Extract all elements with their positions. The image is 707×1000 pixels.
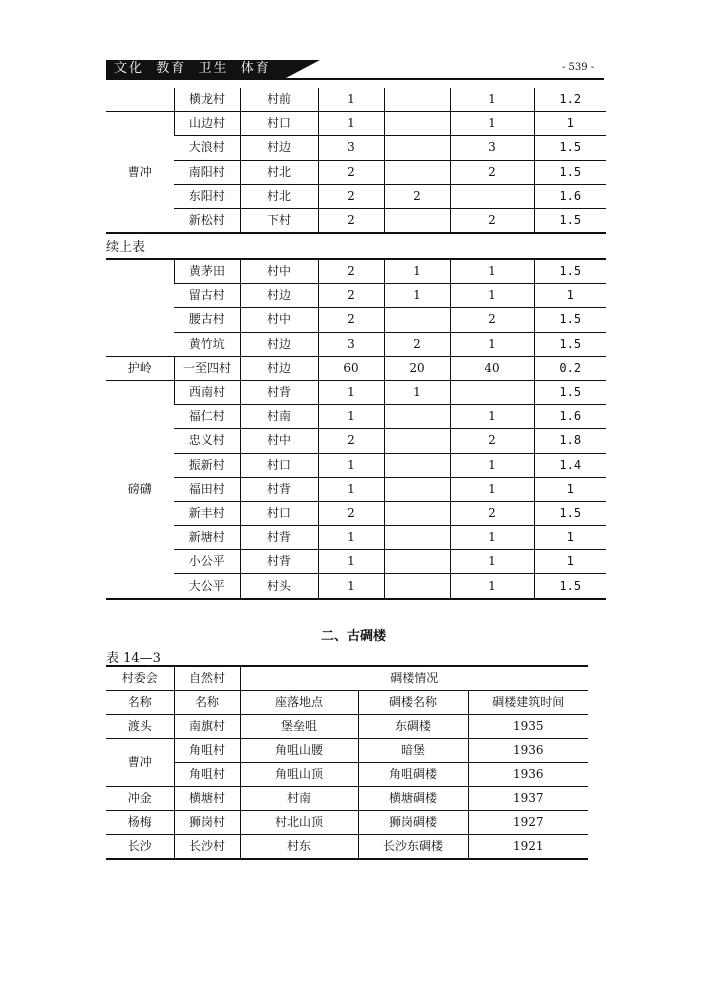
location-cell: 村背 [240, 380, 318, 404]
table-row [106, 405, 606, 429]
year-cell: 1937 [468, 787, 588, 811]
location-cell: 村南 [240, 787, 358, 811]
location-cell: 村中 [240, 308, 318, 332]
location-cell: 村北 [240, 160, 318, 184]
value-cell [384, 308, 450, 332]
value-cell [384, 574, 450, 599]
location-cell: 角咀山腰 [240, 739, 358, 763]
table-diaolou [106, 665, 588, 860]
location-cell: 村边 [240, 332, 318, 356]
table-top [106, 88, 606, 234]
value-cell [384, 160, 450, 184]
location-cell: 村边 [240, 284, 318, 308]
village-cell: 大公平 [174, 574, 240, 599]
value-cell: 3 [318, 136, 384, 160]
table-row [106, 429, 606, 453]
value-cell: 20 [384, 356, 450, 380]
village-cell: 山边村 [174, 112, 240, 136]
value-cell: 2 [450, 429, 534, 453]
header-committee-2: 名称 [106, 691, 174, 715]
committee-cell: 磅礴 [106, 380, 174, 598]
value-cell: 1.2 [534, 88, 606, 112]
value-cell: 1 [450, 332, 534, 356]
value-cell: 1 [534, 550, 606, 574]
location-cell: 村北 [240, 184, 318, 208]
value-cell: 1 [534, 526, 606, 550]
committee-cell: 杨梅 [106, 811, 174, 835]
table-row [106, 112, 606, 136]
value-cell: 2 [450, 308, 534, 332]
location-cell: 村口 [240, 501, 318, 525]
location-cell: 村口 [240, 112, 318, 136]
value-cell [384, 136, 450, 160]
village-cell: 横龙村 [174, 88, 240, 112]
value-cell: 1.5 [534, 574, 606, 599]
value-cell: 1.5 [534, 501, 606, 525]
location-cell: 村背 [240, 550, 318, 574]
table-continued [106, 258, 606, 600]
village-cell: 新丰村 [174, 501, 240, 525]
value-cell: 1 [450, 88, 534, 112]
village-cell: 大浪村 [174, 136, 240, 160]
location-cell: 村中 [240, 259, 318, 284]
header-name: 碉楼名称 [358, 691, 468, 715]
committee-cell: 曹冲 [106, 112, 174, 233]
table-row [106, 787, 588, 811]
value-cell: 3 [318, 332, 384, 356]
value-cell [450, 380, 534, 404]
village-cell: 长沙村 [174, 835, 240, 860]
value-cell: 1 [318, 405, 384, 429]
table-row [106, 184, 606, 208]
value-cell [384, 405, 450, 429]
value-cell [384, 88, 450, 112]
value-cell: 1 [450, 284, 534, 308]
value-cell: 1 [318, 88, 384, 112]
year-cell: 1936 [468, 763, 588, 787]
village-cell: 一至四村 [174, 356, 240, 380]
table-row [106, 526, 606, 550]
value-cell: 1 [450, 405, 534, 429]
value-cell: 1.5 [534, 308, 606, 332]
value-cell: 40 [450, 356, 534, 380]
table-row [106, 380, 606, 404]
value-cell: 1 [534, 477, 606, 501]
value-cell: 1.5 [534, 259, 606, 284]
value-cell [384, 453, 450, 477]
table-row [106, 811, 588, 835]
village-cell: 角咀村 [174, 739, 240, 763]
value-cell: 1.5 [534, 160, 606, 184]
header-row [106, 691, 588, 715]
header-committee: 村委会 [106, 666, 174, 691]
table-row [106, 477, 606, 501]
village-cell: 新塘村 [174, 526, 240, 550]
value-cell: 60 [318, 356, 384, 380]
header-rule [106, 78, 604, 80]
table-row [106, 284, 606, 308]
value-cell: 1.6 [534, 405, 606, 429]
location-cell: 村背 [240, 477, 318, 501]
value-cell: 1 [450, 453, 534, 477]
value-cell: 2 [318, 208, 384, 233]
location-cell: 村头 [240, 574, 318, 599]
value-cell [384, 526, 450, 550]
table-row [106, 763, 588, 787]
year-cell: 1927 [468, 811, 588, 835]
value-cell: 1.6 [534, 184, 606, 208]
village-cell: 新松村 [174, 208, 240, 233]
committee-cell: 护岭 [106, 356, 174, 380]
value-cell: 1 [384, 259, 450, 284]
page-number: - 539 - [562, 62, 595, 73]
value-cell: 1 [318, 112, 384, 136]
value-cell: 2 [318, 429, 384, 453]
table-row [106, 356, 606, 380]
village-cell: 振新村 [174, 453, 240, 477]
diaolou-name-cell: 暗堡 [358, 739, 468, 763]
village-cell: 狮岗村 [174, 811, 240, 835]
location-cell: 村背 [240, 526, 318, 550]
value-cell [384, 208, 450, 233]
table-row [106, 332, 606, 356]
value-cell: 2 [384, 184, 450, 208]
village-cell: 西南村 [174, 380, 240, 404]
value-cell: 2 [318, 501, 384, 525]
value-cell: 2 [384, 332, 450, 356]
value-cell [384, 550, 450, 574]
table-label: 表 14—3 [106, 651, 161, 666]
village-cell: 福田村 [174, 477, 240, 501]
village-cell: 南阳村 [174, 160, 240, 184]
value-cell [384, 477, 450, 501]
location-cell: 村中 [240, 429, 318, 453]
village-cell: 忠义村 [174, 429, 240, 453]
village-cell: 福仁村 [174, 405, 240, 429]
value-cell: 1 [318, 477, 384, 501]
table-row [106, 835, 588, 860]
diaolou-name-cell: 长沙东碉楼 [358, 835, 468, 860]
table-row [106, 501, 606, 525]
value-cell [450, 184, 534, 208]
location-cell: 村口 [240, 453, 318, 477]
value-cell: 1.5 [534, 208, 606, 233]
value-cell: 1 [450, 112, 534, 136]
value-cell: 1 [450, 259, 534, 284]
table-row [106, 136, 606, 160]
village-cell: 腰古村 [174, 308, 240, 332]
committee-cell: 曹冲 [106, 739, 174, 787]
header-row [106, 666, 588, 691]
value-cell: 2 [318, 184, 384, 208]
table-row [106, 208, 606, 233]
header-group: 碉楼情况 [240, 666, 588, 691]
location-cell: 村北山顶 [240, 811, 358, 835]
village-cell: 横塘村 [174, 787, 240, 811]
year-cell: 1935 [468, 715, 588, 739]
value-cell: 2 [318, 308, 384, 332]
committee-cell: 长沙 [106, 835, 174, 860]
table-row [106, 739, 588, 763]
value-cell: 1 [450, 477, 534, 501]
value-cell [384, 501, 450, 525]
village-cell: 留古村 [174, 284, 240, 308]
committee-cell: 渡头 [106, 715, 174, 739]
committee-cell [106, 259, 174, 356]
location-cell: 村南 [240, 405, 318, 429]
header-year: 碉楼建筑时间 [468, 691, 588, 715]
value-cell: 1.4 [534, 453, 606, 477]
header-village: 自然村 [174, 666, 240, 691]
value-cell: 0.2 [534, 356, 606, 380]
table-row [106, 160, 606, 184]
value-cell: 3 [450, 136, 534, 160]
continued-label: 续上表 [106, 240, 146, 255]
value-cell: 1 [450, 574, 534, 599]
village-cell: 黄茅田 [174, 259, 240, 284]
value-cell: 2 [450, 160, 534, 184]
table-row [106, 88, 606, 112]
village-cell: 小公平 [174, 550, 240, 574]
diaolou-name-cell: 狮岗碉楼 [358, 811, 468, 835]
header-location: 座落地点 [240, 691, 358, 715]
value-cell: 2 [450, 208, 534, 233]
table-row [106, 550, 606, 574]
value-cell: 2 [318, 259, 384, 284]
location-cell: 堡垒咀 [240, 715, 358, 739]
year-cell: 1936 [468, 739, 588, 763]
value-cell: 2 [318, 160, 384, 184]
value-cell: 1 [318, 380, 384, 404]
table-row [106, 308, 606, 332]
section-heading: 二、古碉楼 [320, 629, 386, 644]
value-cell: 2 [450, 501, 534, 525]
value-cell: 1 [318, 574, 384, 599]
committee-cell: 冲金 [106, 787, 174, 811]
value-cell: 1 [384, 380, 450, 404]
value-cell: 1.5 [534, 332, 606, 356]
diaolou-name-cell: 东碉楼 [358, 715, 468, 739]
value-cell [384, 429, 450, 453]
value-cell: 1.5 [534, 380, 606, 404]
village-cell: 南旗村 [174, 715, 240, 739]
location-cell: 村前 [240, 88, 318, 112]
year-cell: 1921 [468, 835, 588, 860]
village-cell: 角咀村 [174, 763, 240, 787]
table-row [106, 715, 588, 739]
value-cell: 1 [318, 526, 384, 550]
table-row [106, 259, 606, 284]
value-cell [384, 112, 450, 136]
location-cell: 村边 [240, 136, 318, 160]
value-cell: 1 [450, 550, 534, 574]
value-cell: 1 [450, 526, 534, 550]
diaolou-name-cell: 角咀碉楼 [358, 763, 468, 787]
header-village-2: 名称 [174, 691, 240, 715]
value-cell: 1.5 [534, 136, 606, 160]
section-title: 文化 教育 卫生 体育 [114, 61, 271, 76]
value-cell: 1 [318, 453, 384, 477]
location-cell: 下村 [240, 208, 318, 233]
diaolou-name-cell: 横塘碉楼 [358, 787, 468, 811]
value-cell: 1 [534, 112, 606, 136]
location-cell: 角咀山顶 [240, 763, 358, 787]
village-cell: 东阳村 [174, 184, 240, 208]
location-cell: 村东 [240, 835, 358, 860]
value-cell: 1.8 [534, 429, 606, 453]
value-cell: 2 [318, 284, 384, 308]
table-row [106, 453, 606, 477]
location-cell: 村边 [240, 356, 318, 380]
table-row [106, 574, 606, 599]
village-cell: 黄竹坑 [174, 332, 240, 356]
header-band-tip [286, 60, 320, 78]
value-cell: 1 [384, 284, 450, 308]
value-cell: 1 [534, 284, 606, 308]
value-cell: 1 [318, 550, 384, 574]
